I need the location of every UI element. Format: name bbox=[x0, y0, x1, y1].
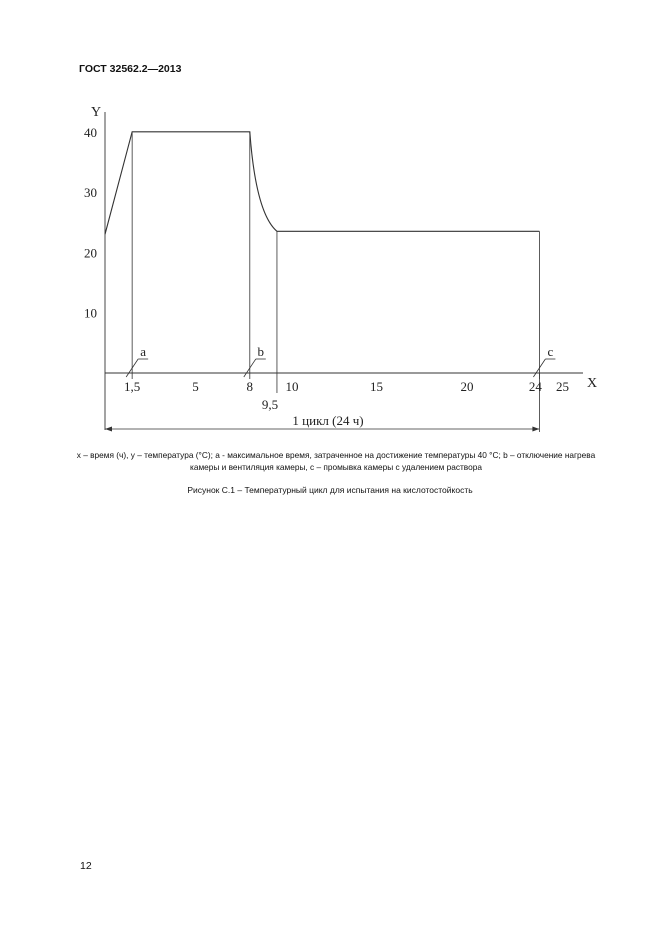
figure-title: Рисунок С.1 – Температурный цикл для испытания на кислотостойкость bbox=[187, 485, 473, 495]
marker-label-a: a bbox=[140, 344, 147, 359]
figure-caption: x – время (ч), y – температура (°С); a - максимальное время, затраченное на достижение температуры 40 °С; b – отключение нагрева камеры и вентиляция камеры, c – промывка камеры с удалением раствора bbox=[76, 450, 596, 472]
cycle-label: 1 цикл (24 ч) bbox=[292, 413, 364, 428]
marker-label-b: b bbox=[257, 344, 265, 359]
y-tick-label: 20 bbox=[84, 245, 97, 261]
cycle-arrow-left bbox=[105, 427, 112, 432]
temperature-series-line bbox=[105, 132, 539, 235]
x-tick-label: 1,5 bbox=[124, 379, 141, 394]
page-number: 12 bbox=[80, 860, 92, 872]
x-tick-label: 5 bbox=[192, 379, 199, 394]
y-tick-label: 30 bbox=[84, 185, 97, 201]
x-tick-label: 15 bbox=[370, 379, 383, 394]
standard-header: ГОСТ 32562.2—2013 bbox=[79, 63, 182, 75]
y-axis-label: Y bbox=[91, 105, 102, 120]
x-tick-label: 10 bbox=[285, 379, 299, 394]
x-tick-label: 25 bbox=[556, 379, 569, 394]
y-tick-label: 10 bbox=[84, 305, 97, 321]
marker-label-c: c bbox=[547, 344, 554, 359]
x-tick-label-extra: 9,5 bbox=[261, 397, 279, 412]
x-tick-label: 24 bbox=[528, 379, 542, 394]
x-tick-label: 20 bbox=[460, 379, 474, 394]
cycle-arrow-right bbox=[532, 427, 539, 432]
x-axis-label: X bbox=[587, 376, 598, 391]
temperature-cycle-chart bbox=[0, 0, 661, 440]
x-tick-label: 8 bbox=[246, 379, 254, 394]
y-tick-label: 40 bbox=[84, 124, 97, 140]
